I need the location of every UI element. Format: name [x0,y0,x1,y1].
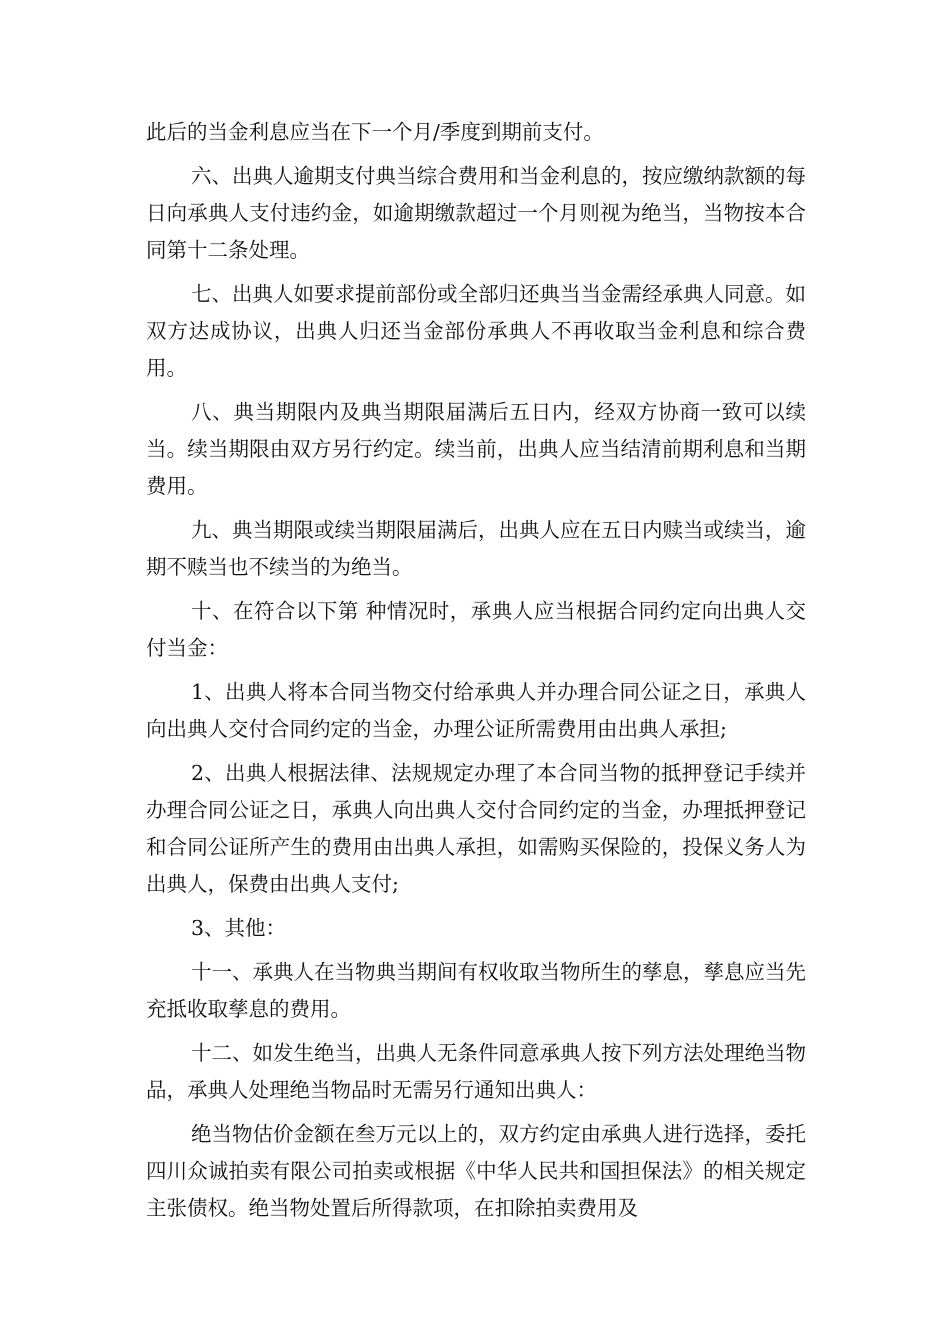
paragraph-clause-12-detail: 绝当物估价金额在叁万元以上的，双方约定由承典人进行选择，委托四川众诚拍卖有限公司拍卖或根据《中华人民共和国担保法》的相关规定主张债权。绝当物处置后所得款项，在扣除拍卖费用及 [146,1122,806,1220]
paragraph-clause-6: 六、出典人逾期支付典当综合费用和当金利息的，按应缴纳款额的每日向承典人支付违约金，如逾期缴款超过一个月则视为绝当，当物按本合同第十二条处理。 [146,164,806,262]
paragraph-clause-11: 十一、承典人在当物典当期间有权收取当物所生的孳息，孳息应当先充抵收取孳息的费用。 [146,960,806,1021]
paragraph-clause-7: 七、出典人如要求提前部份或全部归还典当当金需经承典人同意。如双方达成协议，出典人归还当金部份承典人不再收取当金利息和综合费用。 [146,282,806,380]
paragraph-clause-12: 十二、如发生绝当，出典人无条件同意承典人按下列方法处理绝当物品，承典人处理绝当物品时无需另行通知出典人： [146,1041,806,1102]
paragraph-clause-10: 十、在符合以下第 种情况时，承典人应当根据合同约定向出典人交付当金： [146,599,806,660]
paragraph-clause-9: 九、典当期限或续当期限届满后，出典人应在五日内赎当或续当，逾期不赎当也不续当的为绝当。 [146,518,806,579]
document-page [146,114,806,1234]
paragraph-interest-continuation: 此后的当金利息应当在下一个月/季度到期前支付。 [146,120,604,144]
paragraph-clause-10-item-1: 1、出典人将本合同当物交付给承典人并办理合同公证之日，承典人向出典人交付合同约定的当金，办理公证所需费用由出典人承担; [146,680,806,741]
paragraph-clause-10-item-2: 2、出典人根据法律、法规规定办理了本合同当物的抵押登记手续并办理合同公证之日，承典人向出典人交付合同约定的当金，办理抵押登记和合同公证所产生的费用由出典人承担，如需购买保险的，投保义务人为出典人，保费由出典人支付; [146,761,806,896]
paragraph-clause-8: 八、典当期限内及典当期限届满后五日内，经双方协商一致可以续当。续当期限由双方另行约定。续当前，出典人应当结清前期利息和当期费用。 [146,400,806,498]
paragraph-clause-10-item-3: 3、其他： [191,916,287,940]
